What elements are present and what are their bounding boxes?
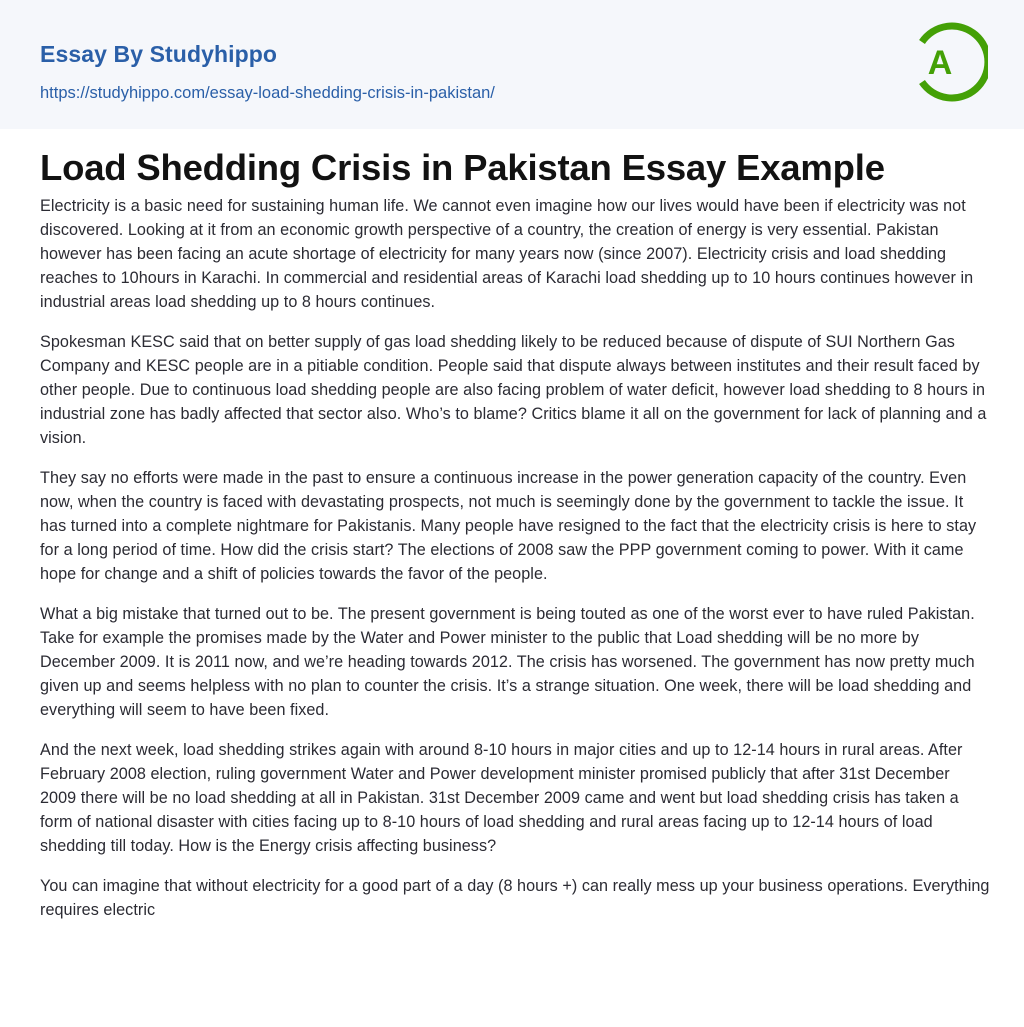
- logo-letter: A: [927, 44, 953, 82]
- essay-paragraph: Spokesman KESC said that on better supply of gas load shedding likely to be reduced because of dispute of SUI Northern Gas Company and KESC people are in a pitiable condition. People said that dispute always between institutes and their result faced by other people. Due to continuous load shedding people are also facing problem of water deficit, however load shedding to 8 hours in industrial zone has badly affected that sector also. Who’s to blame? Critics blame it all on the government for lack of planning and a vision.: [40, 333, 987, 447]
- essay-paragraph: Electricity is a basic need for sustaining human life. We cannot even imagine how our lives would have been if electricity was not discovered. Looking at it from an economic growth perspective of a country, the creation of energy is very essential. Pakistan however has been facing an acute shortage of electricity for many years now (since 2007). Electricity crisis and load shedding reaches to 10hours in Karachi. In commercial and residential areas of Karachi load shedding up to 10 hours continues however in industrial areas load shedding up to 8 hours continues.: [40, 197, 974, 311]
- brand-title: Essay By Studyhippo: [40, 41, 278, 67]
- essay-paragraph: They say no efforts were made in the past to ensure a continuous increase in the power generation capacity of the country. Even now, when the country is faced with devastating prospects, not much is seemingly done by the government to tackle the issue. It has turned into a complete nightmare for Pakistanis. Many people have resigned to the fact that the electricity crisis is here to stay for a long period of time. How did the crisis start? The elections of 2008 saw the PPP government coming to power. With it came hope for change and a shift of policies towards the favor of the people.: [40, 469, 977, 583]
- studyhippo-logo-icon[interactable]: [912, 18, 988, 106]
- page-title: Load Shedding Crisis in Pakistan Essay Example: [40, 147, 885, 188]
- source-url-link[interactable]: https://studyhippo.com/essay-load-shedding-crisis-in-pakistan/: [40, 84, 495, 102]
- essay-paragraph: And the next week, load shedding strikes again with around 8-10 hours in major cities and up to 12-14 hours in rural areas. After February 2008 election, ruling government Water and Power development minister promised publicly that after 31st December 2009 there will be no load shedding at all in Pakistan. 31st December 2009 came and went but load shedding crisis has taken a form of national disaster with cities facing up to 8-10 hours of load shedding and rural areas facing up to 12-14 hours of load shedding till today. How is the Energy crisis affecting business?: [40, 741, 963, 855]
- essay-body: [40, 194, 990, 938]
- essay-paragraph: What a big mistake that turned out to be. The present government is being touted as one of the worst ever to have ruled Pakistan. Take for example the promises made by the Water and Power minister to the public that Load shedding will be no more by December 2009. It is 2011 now, and we’re heading towards 2012. The crisis has worsened. The government has now pretty much given up and seems helpless with no plan to counter the crisis. It’s a strange situation. One week, there will be load shedding and everything will seem to have been fixed.: [40, 605, 975, 719]
- essay-paragraph: You can imagine that without electricity for a good part of a day (8 hours +) can really mess up your business operations. Everything requires electric: [40, 877, 990, 919]
